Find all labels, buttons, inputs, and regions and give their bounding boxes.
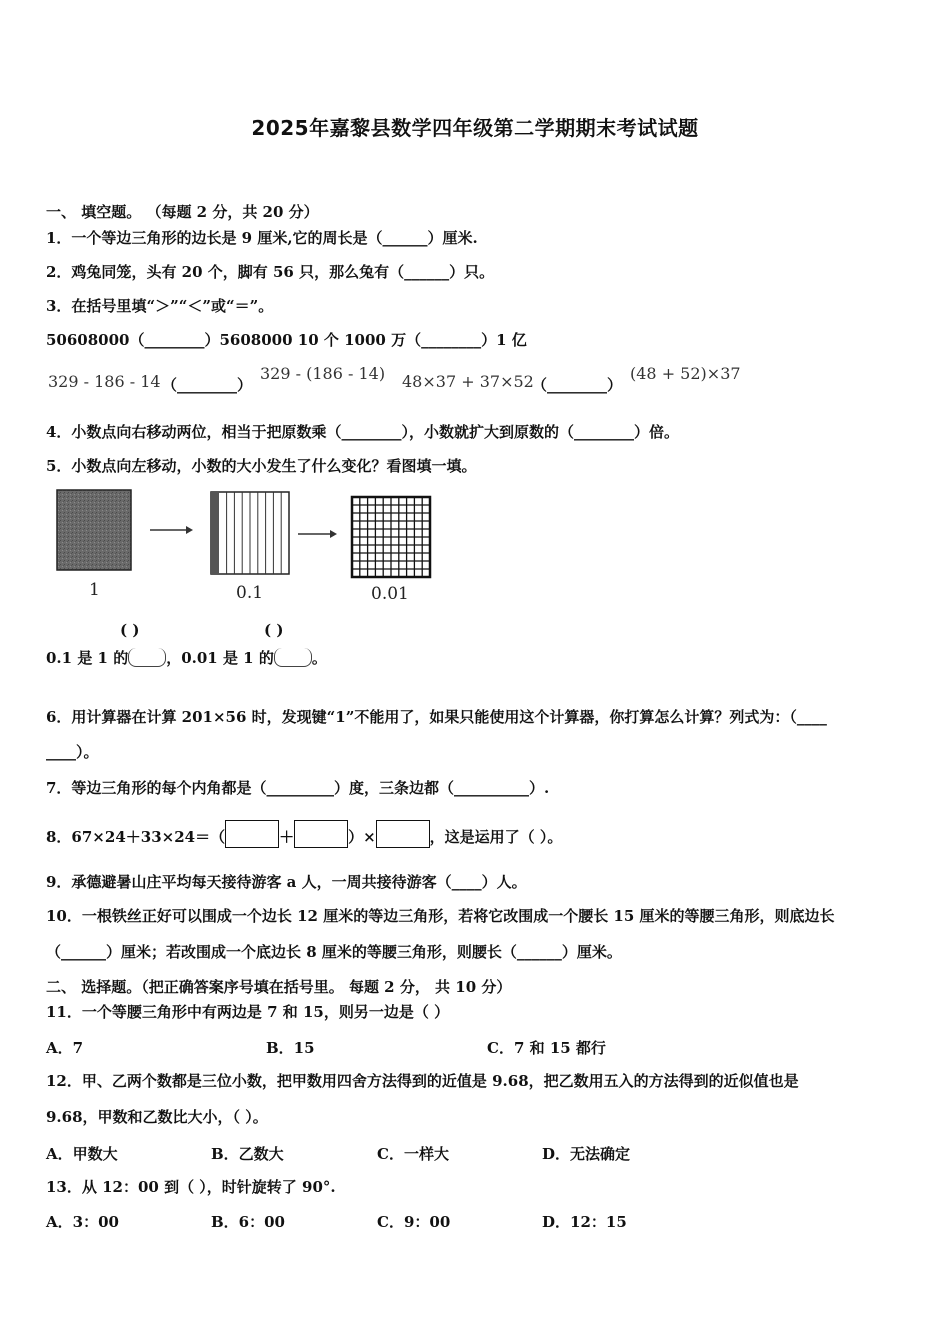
question-10-line-1: 10．一根铁丝正好可以围成一个边长 12 厘米的等边三角形，若将它改围成一个腰长 15 厘米的等腰三角形，则底边长 <box>46 907 835 925</box>
question-6-line-2: ____）。 <box>46 743 99 761</box>
question-8-prefix: 8．67×24＋33×24＝（ <box>46 828 226 846</box>
tenths-square <box>211 492 289 574</box>
question-3-expr-c: 48×37 + 37×52 <box>402 372 534 391</box>
answer-box[interactable] <box>294 820 348 848</box>
question-7: 7．等边三角形的每个内角都是（_________）度，三条边都（__________）. <box>46 779 550 797</box>
question-13-option-b[interactable]: B．6：00 <box>211 1213 285 1231</box>
question-3-blank-b: （________） <box>532 376 623 394</box>
question-13-option-a[interactable]: A．3：00 <box>46 1213 119 1231</box>
question-11-option-c[interactable]: C．7 和 15 都行 <box>487 1039 606 1057</box>
question-9: 9．承德避暑山庄平均每天接待游客 a 人，一周共接待游客（____）人。 <box>46 873 527 891</box>
question-5-paren-top-a: ( ) <box>120 621 140 639</box>
section-1-heading: 一、 填空题。 （每题 2 分，共 20 分） <box>46 203 319 221</box>
question-8 <box>46 820 562 848</box>
hundredths-grid <box>352 497 430 577</box>
question-10-line-2: （______）厘米；若改围成一个底边长 8 厘米的等腰三角形，则腰长（______）厘米。 <box>46 943 622 961</box>
answer-box[interactable] <box>225 820 279 848</box>
question-8-plus: ＋ <box>279 828 295 846</box>
question-11-option-b[interactable]: B．15 <box>266 1039 315 1057</box>
question-13-stem: 13．从 12：00 到（ ），时针旋转了 90°. <box>46 1178 336 1196</box>
question-3-blank-a: （________） <box>162 376 253 394</box>
whole-square <box>57 490 131 570</box>
question-3-row-1: 50608000（________）5608000 10 个 1000 万（________）1 亿 <box>46 331 527 349</box>
answer-box[interactable] <box>376 820 430 848</box>
question-5-answer-line <box>46 648 327 668</box>
section-2-heading: 二、 选择题。（把正确答案序号填在括号里。 每题 2 分， 共 10 分） <box>46 978 512 996</box>
question-12-line-2: 9.68，甲数和乙数比大小，（ ）。 <box>46 1108 268 1126</box>
question-12-option-a[interactable]: A．甲数大 <box>46 1145 118 1163</box>
figure-label-1: 1 <box>89 580 100 600</box>
question-13-option-c[interactable]: C．9：00 <box>377 1213 451 1231</box>
question-5-paren-top-b: ( ) <box>264 621 284 639</box>
question-1: 1．一个等边三角形的边长是 9 厘米,它的周长是（______）厘米. <box>46 229 478 247</box>
question-5-answer-a: 0.1 是 1 的 <box>46 649 129 667</box>
question-3-expr-b: 329 - (186 - 14) <box>260 364 386 383</box>
question-12-option-d[interactable]: D．无法确定 <box>542 1145 631 1163</box>
question-11-stem: 11．一个等腰三角形中有两边是 7 和 15，则另一边是（ ） <box>46 1003 450 1021</box>
question-12-option-b[interactable]: B．乙数大 <box>211 1145 284 1163</box>
question-5-answer-b: ，0.01 是 1 的 <box>166 649 274 667</box>
question-8-suffix: ，这是运用了（ ）。 <box>429 828 563 846</box>
question-6-line-1: 6．用计算器在计算 201×56 时，发现键“1”不能用了，如果只能使用这个计算器，你打算怎么计算？列式为：（____ <box>46 708 827 726</box>
question-5-stem: 5．小数点向左移动，小数的大小发生了什么变化？看图填一填。 <box>46 457 477 475</box>
question-3-expr-d: (48 + 52)×37 <box>630 364 741 383</box>
arrow-right-icon <box>298 530 337 538</box>
page-title: 2025年嘉黎县数学四年级第二学期期末考试试题 <box>251 116 699 140</box>
figure-label-0-1: 0.1 <box>236 583 264 603</box>
figure-label-0-01: 0.01 <box>371 584 409 604</box>
arrow-right-icon <box>150 526 193 534</box>
question-3-expr-a: 329 - 186 - 14 <box>48 372 161 391</box>
question-8-close: ）× <box>348 828 376 846</box>
answer-blank[interactable] <box>274 648 312 667</box>
question-4: 4．小数点向右移动两位，相当于把原数乘（________），小数就扩大到原数的（________）倍。 <box>46 423 679 441</box>
question-12-option-c[interactable]: C．一样大 <box>377 1145 449 1163</box>
answer-blank[interactable] <box>128 648 166 667</box>
question-13-option-d[interactable]: D．12：15 <box>542 1213 627 1231</box>
question-12-line-1: 12．甲、乙两个数都是三位小数，把甲数用四舍方法得到的近值是 9.68，把乙数用五入的方法得到的近似值也是 <box>46 1072 799 1090</box>
question-3-stem: 3．在括号里填“＞”“＜”或“＝”。 <box>46 297 274 315</box>
question-5-answer-end: 。 <box>311 649 327 667</box>
question-11-option-a[interactable]: A．7 <box>46 1039 84 1057</box>
question-2: 2．鸡兔同笼，头有 20 个，脚有 56 只，那么兔有（______）只。 <box>46 263 495 281</box>
